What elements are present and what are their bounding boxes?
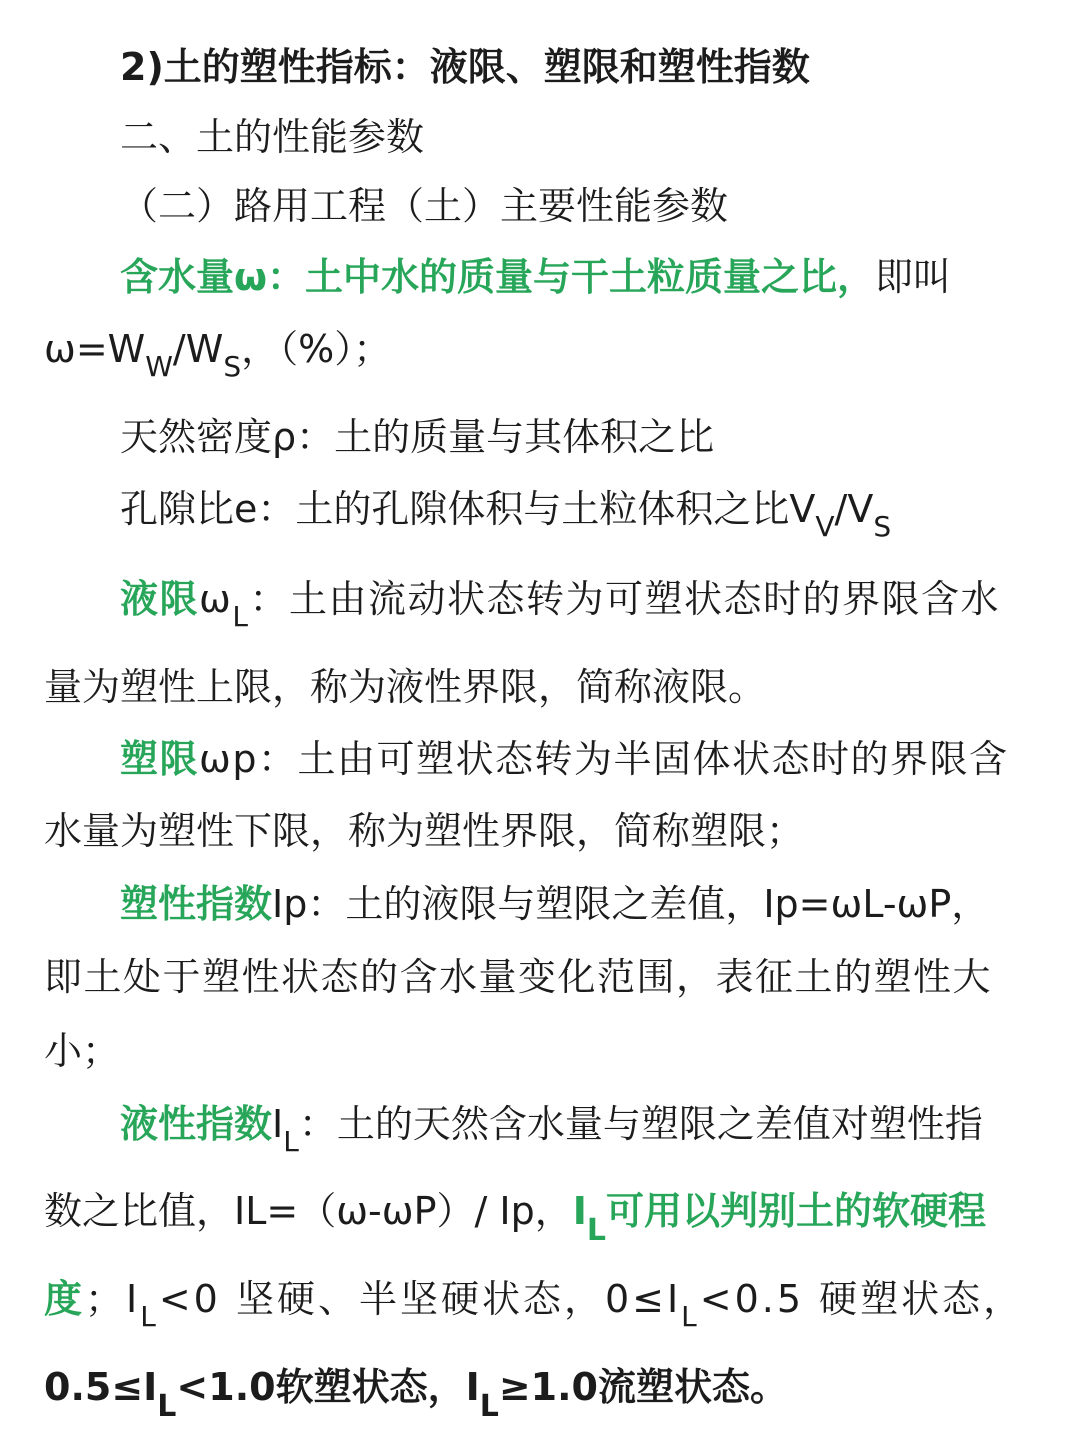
term-degree: 度 bbox=[44, 1277, 86, 1321]
text: Ip：土的液限与塑限之差值，Ip=ωL-ωP， bbox=[272, 882, 990, 926]
text: <1.0软塑状态，I bbox=[176, 1365, 480, 1409]
para-liquidity-index-cont bbox=[44, 1189, 986, 1248]
subscript: V bbox=[815, 510, 835, 543]
subscript: L bbox=[232, 600, 250, 633]
text: 孔隙比e：土的孔隙体积与土粒体积之比V bbox=[120, 487, 816, 531]
para-natural-density: 天然密度ρ：土的质量与其体积之比 bbox=[120, 415, 715, 459]
para-water-content bbox=[120, 255, 952, 299]
term-liquidity-index: 液性指数 bbox=[120, 1102, 273, 1146]
text: ≥1.0流塑状态。 bbox=[498, 1365, 789, 1409]
para-void-ratio bbox=[120, 487, 892, 543]
para-liquid-limit-cont: 量为塑性上限，称为液性界限，简称液限。 bbox=[44, 665, 767, 709]
text: ：土的天然含水量与塑限之差值对塑性指 bbox=[298, 1102, 983, 1146]
subscript: L bbox=[681, 1300, 700, 1333]
para-liquid-limit bbox=[120, 577, 1000, 633]
text: ；I bbox=[85, 1277, 141, 1321]
text: I bbox=[272, 1102, 284, 1146]
text: ω bbox=[199, 577, 233, 621]
text: 即叫 bbox=[875, 255, 952, 299]
para-plasticity-index-cont: 即土处于塑性状态的含水量变化范围，表征土的塑性大 bbox=[44, 955, 993, 999]
text: ω=W bbox=[44, 327, 146, 371]
term-hardness-judgement: 可用以判别土的软硬程 bbox=[605, 1189, 986, 1233]
term-plastic-limit: 塑限 bbox=[120, 737, 200, 781]
term-water-content: 含水量ω：土中水的质量与干土粒质量之比， bbox=[120, 255, 876, 299]
para-plasticity-index bbox=[120, 882, 990, 926]
term-plasticity-index: 塑性指数 bbox=[120, 882, 273, 926]
text: <0 坚硬、半坚硬状态，0≤I bbox=[158, 1277, 682, 1321]
subscript: L bbox=[157, 1389, 177, 1424]
subscript: L bbox=[479, 1389, 499, 1424]
text: <0.5 硬塑状态， bbox=[699, 1277, 1025, 1321]
text: 数之比值，IL=（ω-ωP）/ Ip， bbox=[44, 1189, 573, 1233]
subscript: W bbox=[145, 350, 173, 383]
term-liquid-limit: 液限 bbox=[120, 577, 200, 621]
text: /W bbox=[172, 327, 224, 371]
formula-water-content bbox=[44, 327, 392, 383]
subscript: S bbox=[223, 350, 242, 383]
term-il: I bbox=[572, 1189, 587, 1233]
subscript: L bbox=[586, 1213, 606, 1248]
text: ：土由流动状态转为可塑状态时的界限含水 bbox=[249, 577, 1000, 621]
para-plastic-limit bbox=[120, 737, 1009, 781]
heading-soil-performance: 二、土的性能参数 bbox=[120, 115, 425, 159]
subscript: L bbox=[140, 1300, 159, 1333]
para-plastic-limit-cont: 水量为塑性下限，称为塑性界限，简称塑限； bbox=[44, 809, 805, 853]
heading-plasticity-indices: 2)土的塑性指标：液限、塑限和塑性指数 bbox=[120, 45, 810, 89]
heading-road-soil-params: （二）路用工程（土）主要性能参数 bbox=[120, 184, 729, 228]
text: ωp：土由可塑状态转为半固体状态时的界限含 bbox=[199, 737, 1009, 781]
text: ，（%）； bbox=[241, 327, 392, 371]
para-consistency-states-cont bbox=[44, 1365, 789, 1424]
text: 0.5≤I bbox=[44, 1365, 158, 1409]
text: /V bbox=[834, 487, 874, 531]
subscript: L bbox=[283, 1125, 299, 1158]
para-plasticity-index-end: 小； bbox=[44, 1029, 121, 1073]
para-consistency-states bbox=[44, 1277, 1025, 1333]
para-liquidity-index bbox=[120, 1102, 983, 1158]
subscript: S bbox=[873, 510, 892, 543]
